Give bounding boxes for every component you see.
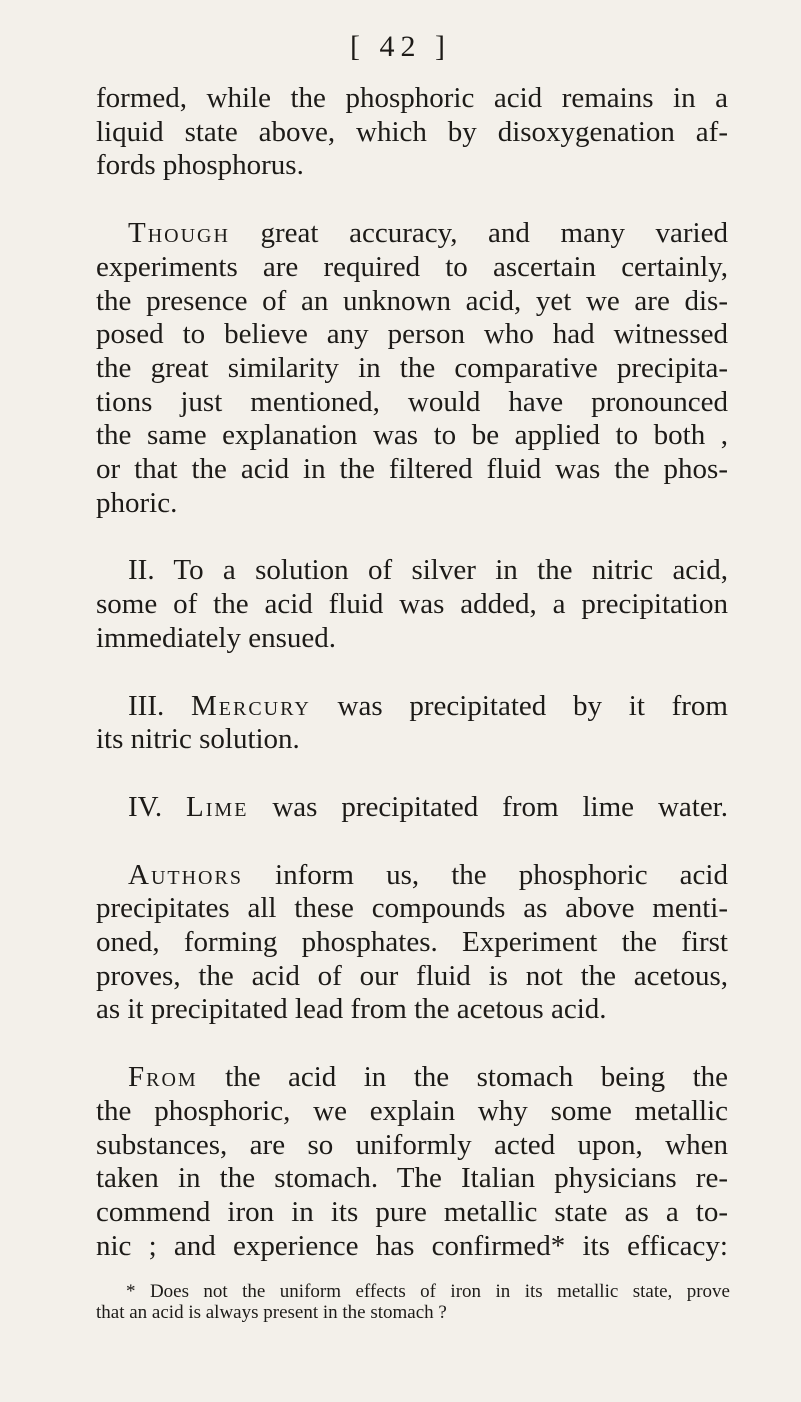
text-line: commend iron in its pure metallic state as a to-: [96, 1195, 728, 1228]
paragraph: [96, 82, 728, 183]
text-line: [96, 859, 728, 893]
lead-word: Lime: [186, 790, 249, 823]
text-line: [96, 1061, 728, 1095]
text-line: substances, are so uniformly acted upon, when: [96, 1128, 728, 1161]
body-text: [96, 82, 728, 1263]
text-line: proves, the acid of our fluid is not the acetous,: [96, 959, 728, 992]
text-run: great accuracy, and many varied: [229, 217, 728, 250]
text-run: the acid in the stomach being the: [197, 1061, 728, 1094]
text-line: II. To a solution of silver in the nitric acid,: [128, 554, 728, 587]
text-line: the phosphoric, we explain why some metallic: [96, 1094, 728, 1127]
text-line: fords phosphorus.: [96, 149, 304, 182]
text-line: as it precipitated lead from the acetous acid.: [96, 993, 607, 1026]
text-line: some of the acid fluid was added, a precipitation: [96, 588, 728, 621]
paragraph: [96, 690, 728, 757]
page-number: [ 42 ]: [350, 30, 451, 63]
text-line: or that the acid in the filtered fluid was the phos-: [96, 453, 728, 486]
text-run: was precipitated by it from: [310, 689, 728, 722]
footnote-line: * Does not the uniform effects of iron in its metallic state, prove: [126, 1281, 730, 1302]
numeral: IV.: [128, 790, 187, 823]
text-line: [96, 217, 728, 251]
text-line: liquid state above, which by disoxygenation af-: [96, 115, 728, 148]
text-line: the same explanation was to be applied to both ,: [96, 419, 728, 452]
text-run: inform us, the phosphoric acid: [242, 858, 728, 891]
paragraph: [96, 859, 728, 1028]
text-line: formed, while the phosphoric acid remains in a: [96, 82, 728, 114]
numeral: III.: [128, 689, 191, 722]
text-line: [96, 690, 728, 724]
text-line: tions just mentioned, would have pronounced: [96, 385, 728, 418]
footnote: [96, 1281, 730, 1323]
lead-word: Authors: [128, 858, 243, 891]
text-line: nic ; and experience has confirmed* its efficacy:: [96, 1229, 728, 1262]
text-line: the presence of an unknown acid, yet we are dis-: [96, 284, 728, 317]
text-line: oned, forming phosphates. Experiment the first: [96, 926, 728, 959]
text-line: the great similarity in the comparative precipita-: [96, 351, 728, 384]
lead-word: Though: [128, 217, 230, 250]
footnote-line: that an acid is always present in the stomach ?: [96, 1302, 447, 1323]
paragraph: [96, 1061, 728, 1263]
text-line: posed to believe any person who had witnessed: [96, 318, 728, 351]
text-line: experiments are required to ascertain certainly,: [96, 250, 728, 283]
paragraph: [96, 217, 728, 520]
paragraph: [96, 791, 728, 825]
text-line: precipitates all these compounds as above menti-: [96, 892, 728, 925]
text-run: was precipitated from lime water.: [248, 790, 728, 823]
text-line: [96, 791, 728, 825]
text-line: taken in the stomach. The Italian physicians re-: [96, 1162, 728, 1195]
text-line: phoric.: [96, 486, 178, 519]
lead-word: Mercury: [190, 689, 311, 722]
text-line: immediately ensued.: [96, 621, 336, 654]
text-line: its nitric solution.: [96, 723, 300, 756]
lead-word: From: [128, 1061, 198, 1094]
paragraph: [96, 554, 728, 655]
